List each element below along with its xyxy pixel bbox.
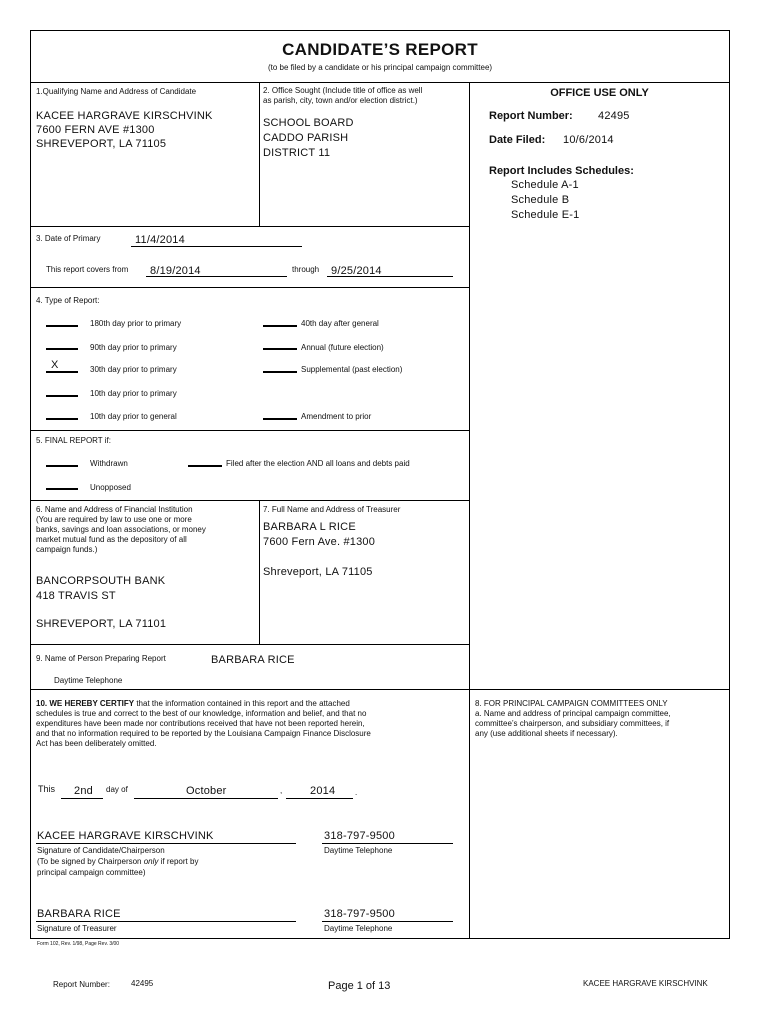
sig-treasurer-label: Signature of Treasurer xyxy=(37,924,117,933)
candidate-phone-line xyxy=(322,843,453,844)
sig-candidate-note-line3: principal campaign committee) xyxy=(37,868,146,877)
option-annual: Annual (future election) xyxy=(301,343,384,352)
preparer-name: BARBARA RICE xyxy=(211,654,295,666)
option-10th-primary: 10th day prior to primary xyxy=(90,389,177,398)
office-parish: CADDO PARISH xyxy=(263,132,349,144)
footer-report-number-label: Report Number: xyxy=(53,980,110,989)
treasurer-phone-line xyxy=(322,921,453,922)
certification-heading: 10. WE HEREBY CERTIFY xyxy=(36,699,135,708)
page-title: CANDIDATE’S REPORT xyxy=(282,40,478,59)
certify-year: 2014 xyxy=(310,785,336,797)
checkbox-line-annual[interactable] xyxy=(263,348,297,350)
header-divider xyxy=(30,82,730,83)
option-filed-after: Filed after the election AND all loans and debts paid xyxy=(226,459,410,468)
section5-label: 5. FINAL REPORT if: xyxy=(36,436,111,445)
comma-glyph: , xyxy=(280,786,283,795)
checkbox-line-unopposed[interactable] xyxy=(46,488,78,490)
option-withdrawn: Withdrawn xyxy=(90,459,128,468)
footer-page-number: Page 1 of 13 xyxy=(328,980,391,992)
covers-label: This report covers from xyxy=(46,265,129,274)
candidate-signature-line xyxy=(36,843,296,844)
certify-day-underline xyxy=(61,798,103,799)
checkbox-line-10th-general[interactable] xyxy=(46,418,78,420)
candidate-name: KACEE HARGRAVE KIRSCHVINK xyxy=(36,110,213,122)
divider-5 xyxy=(30,644,469,645)
section3-label: 3. Date of Primary xyxy=(36,234,101,243)
page-subtitle: (to be filed by a candidate or his principal campaign committee) xyxy=(267,63,493,72)
bank-address: 418 TRAVIS ST xyxy=(36,590,116,602)
covers-from: 8/19/2014 xyxy=(150,265,201,277)
option-10th-general: 10th day prior to general xyxy=(90,412,177,421)
day-of-label: day of xyxy=(106,785,128,794)
section6-7-divider xyxy=(259,500,260,644)
divider-2 xyxy=(30,287,469,288)
certify-day: 2nd xyxy=(74,785,93,797)
bank-city: SHREVEPORT, LA 71101 xyxy=(36,618,167,630)
option-supplemental: Supplemental (past election) xyxy=(301,365,403,374)
sig-candidate-note xyxy=(37,857,198,867)
option-unopposed: Unopposed xyxy=(90,483,131,492)
office-district: DISTRICT 11 xyxy=(263,147,331,159)
checkbox-line-10th-primary[interactable] xyxy=(46,395,78,397)
date-of-primary: 11/4/2014 xyxy=(135,234,185,246)
report-number-label: Report Number: xyxy=(489,110,573,122)
divider-6 xyxy=(30,689,730,690)
footer-candidate: KACEE HARGRAVE KIRSCHVINK xyxy=(583,979,708,988)
schedule-item: Schedule A-1 xyxy=(511,179,579,191)
candidate-city: SHREVEPORT, LA 71105 xyxy=(36,138,167,150)
report-number: 42495 xyxy=(598,110,630,122)
treasurer-signature-name: BARBARA RICE xyxy=(37,908,121,920)
certify-month-underline xyxy=(134,798,278,799)
candidate-signature-name: KACEE HARGRAVE KIRSCHVINK xyxy=(37,830,214,842)
checkbox-line-40th-general[interactable] xyxy=(263,325,297,327)
section4-label: 4. Type of Report: xyxy=(36,296,100,305)
date-of-primary-underline xyxy=(131,246,302,247)
checkbox-line-30th[interactable] xyxy=(46,371,78,373)
checkbox-line-90th[interactable] xyxy=(46,348,78,350)
certification-body: that the information contained in this report and the attached schedules is true and correct to the best of our knowledge, information and belief, and that no expenditures have been made nor contributions received that have not been reported herein, and that no information required to be reported by the Louisiana Campaign Finance Disclosure Act has been deliberately omitted. xyxy=(36,699,371,748)
bank-name: BANCORPSOUTH BANK xyxy=(36,575,166,587)
option-amendment: Amendment to prior xyxy=(301,412,372,421)
schedule-item: Schedule E-1 xyxy=(511,209,580,221)
section1-label: 1.Qualifying Name and Address of Candidate xyxy=(36,87,197,96)
treasurer-name: BARBARA L RICE xyxy=(263,521,356,533)
preparer-phone-label: Daytime Telephone xyxy=(54,676,123,685)
section6-label: 6. Name and Address of Financial Institution (You are required by law to use one or more banks, savings and loan associations, or money market mutual fund as the depository of all campaign funds.) xyxy=(36,505,206,554)
candidate-phone-label: Daytime Telephone xyxy=(324,846,393,855)
sig-candidate-note-part2: if report by xyxy=(158,857,199,866)
checkbox-line-withdrawn[interactable] xyxy=(46,465,78,467)
sig-candidate-note-part1: (To be signed by Chairperson xyxy=(37,857,144,866)
date-filed-label: Date Filed: xyxy=(489,134,546,146)
covers-through-underline xyxy=(327,276,453,277)
section7-label: 7. Full Name and Address of Treasurer xyxy=(263,505,401,514)
covers-through: 9/25/2014 xyxy=(331,265,382,277)
treasurer-phone-label: Daytime Telephone xyxy=(324,924,393,933)
candidate-phone: 318-797-9500 xyxy=(324,830,395,842)
divider-3 xyxy=(30,430,469,431)
option-40th-general: 40th day after general xyxy=(301,319,379,328)
treasurer-phone: 318-797-9500 xyxy=(324,908,395,920)
checkbox-line-amendment[interactable] xyxy=(263,418,297,420)
schedules-label: Report Includes Schedules: xyxy=(489,165,634,177)
form-code: Form 102, Rev. 1/98, Page Rev. 3/00 xyxy=(37,941,120,947)
checkbox-line-supplemental[interactable] xyxy=(263,371,297,373)
office-use-title: OFFICE USE ONLY xyxy=(550,87,649,99)
option-180th: 180th day prior to primary xyxy=(90,319,182,328)
period-glyph: . xyxy=(355,788,358,797)
certify-year-underline xyxy=(286,798,353,799)
mark-30th: X xyxy=(51,359,59,371)
certification-text xyxy=(36,699,466,749)
section1-2-divider xyxy=(259,82,260,226)
option-90th: 90th day prior to primary xyxy=(90,343,177,352)
right-column-divider xyxy=(469,82,470,939)
treasurer-city: Shreveport, LA 71105 xyxy=(263,566,373,578)
section8-label: 8. FOR PRINCIPAL CAMPAIGN COMMITTEES ONLY a. Name and address of principal campaign committee, committee’s chairperson, and subsidiary committees, if any (use additional sheets if necessary). xyxy=(475,699,671,738)
sig-candidate-label: Signature of Candidate/Chairperson xyxy=(37,846,165,855)
certify-month: October xyxy=(186,785,227,797)
covers-from-underline xyxy=(146,276,287,277)
section2-label: 2. Office Sought (Include title of office as well as parish, city, town and/or election district.) xyxy=(263,86,423,105)
date-filed: 10/6/2014 xyxy=(563,134,614,146)
treasurer-signature-line xyxy=(36,921,296,922)
schedule-item: Schedule B xyxy=(511,194,570,206)
through-label: through xyxy=(292,265,320,274)
divider-1 xyxy=(30,226,469,227)
option-30th: 30th day prior to primary xyxy=(90,365,177,374)
section9-label: 9. Name of Person Preparing Report xyxy=(36,654,166,663)
office-title: SCHOOL BOARD xyxy=(263,117,354,129)
divider-4 xyxy=(30,500,469,501)
sig-candidate-note-only: only xyxy=(143,857,159,866)
footer-report-number: 42495 xyxy=(131,979,154,988)
checkbox-line-180th[interactable] xyxy=(46,325,78,327)
treasurer-address: 7600 Fern Ave. #1300 xyxy=(263,536,376,548)
candidate-address: 7600 FERN AVE #1300 xyxy=(36,124,155,136)
checkbox-line-filed-after[interactable] xyxy=(188,465,222,467)
this-label: This xyxy=(38,784,56,794)
